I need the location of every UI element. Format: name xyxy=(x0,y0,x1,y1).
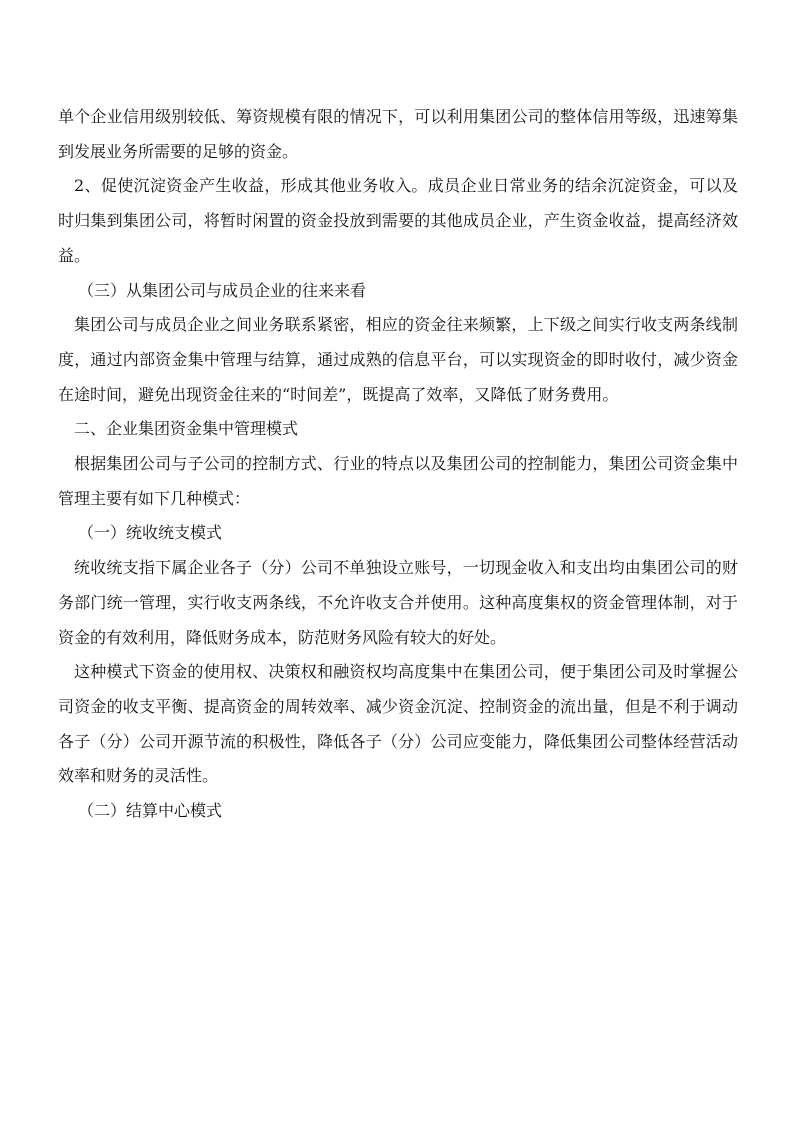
document-body xyxy=(58,100,738,829)
paragraph-unified-mode-analysis: 这种模式下资金的使用权、决策权和融资权均高度集中在集团公司，便于集团公司及时掌握公司资金的收支平衡、提高资金的周转效率、减少资金沉淀、控制资金的流出量，但是不利于调动各子（分）公司开源节流的积极性，降低各子（分）公司应变能力，降低集团公司整体经营活动效率和财务的灵活性。 xyxy=(58,662,738,786)
section-heading-2: 二、企业集团资金集中管理模式 xyxy=(74,419,299,439)
subheading-2: （二）结算中心模式 xyxy=(78,801,223,821)
paragraph-unified-mode: 统收统支指下属企业各子（分）公司不单独设立账号，一切现金收入和支出均由集团公司的财务部门统一管理，实行收支两条线，不允许收支合并使用。这种高度集权的资金管理体制，对于资金的有效利用，降低财务成本，防范财务风险有较大的好处。 xyxy=(58,558,738,647)
paragraph-item-2: 2、促使沉淀资金产生收益，形成其他业务收入。成员企业日常业务的结余沉淀资金，可以及时归集到集团公司，将暂时闲置的资金投放到需要的其他成员企业，产生资金收益，提高经济效益。 xyxy=(58,176,738,265)
paragraph-group-transactions: 集团公司与成员企业之间业务联系紧密，相应的资金往来频繁，上下级之间实行收支两条线制度，通过内部资金集中管理与结算，通过成熟的信息平台，可以实现资金的即时收付，减少资金在途时间，避免出现资金往来的“时间差”，既提高了效率，又降低了财务费用。 xyxy=(58,315,738,404)
paragraph-continuation: 单个企业信用级别较低、筹资规模有限的情况下，可以利用集团公司的整体信用等级，迅速筹集到发展业务所需要的足够的资金。 xyxy=(58,107,738,161)
paragraph-modes-intro: 根据集团公司与子公司的控制方式、行业的特点以及集团公司的控制能力，集团公司资金集中管理主要有如下几种模式： xyxy=(58,454,738,508)
subheading-1: （一）统收统支模式 xyxy=(78,523,223,543)
subheading-3: （三）从集团公司与成员企业的往来来看 xyxy=(78,280,367,300)
